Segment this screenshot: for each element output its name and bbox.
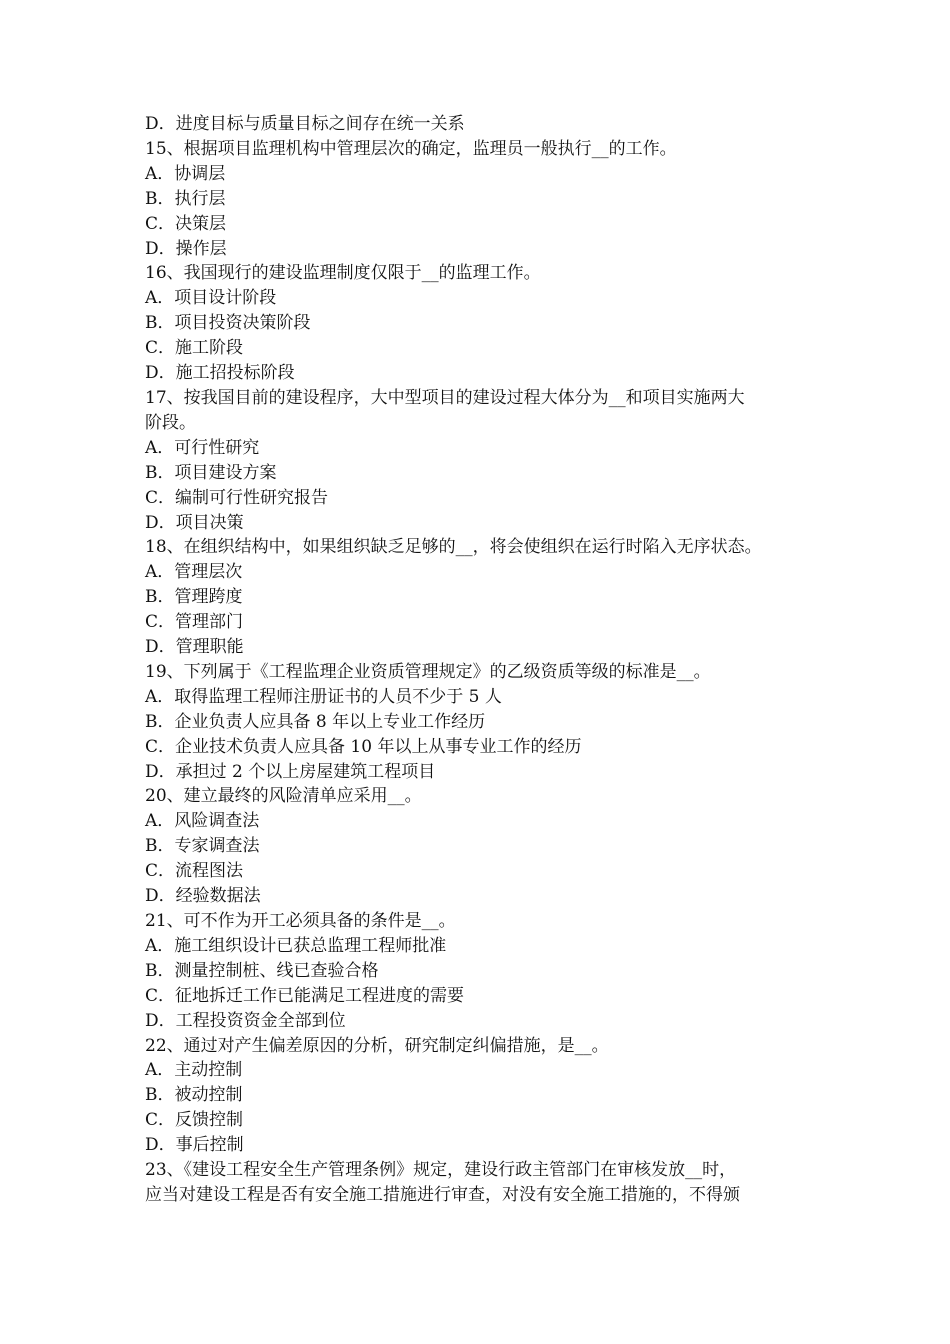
answer-option: A．管理层次 [145, 562, 243, 583]
question-text: 21、可不作为开工必须具备的条件是__。 [145, 911, 456, 931]
answer-option: C．管理部门 [145, 612, 244, 633]
question-text: 16、我国现行的建设监理制度仅限于__的监理工作。 [145, 263, 541, 284]
answer-option: B．企业负责人应具备 8 年以上专业工作经历 [145, 711, 486, 732]
answer-option: C．反馈控制 [145, 1110, 244, 1131]
question-text: 18、在组织结构中，如果组织缺乏足够的__，将会使组织在运行时陷入无序状态。 [145, 537, 762, 558]
answer-option: B．测量控制桩、线已查验合格 [145, 960, 379, 981]
answer-option: A．取得监理工程师注册证书的人员不少于 5 人 [145, 686, 502, 707]
question-text-continued: 应当对建设工程是否有安全施工措施进行审查，对没有安全施工措施的，不得颁 [145, 1184, 740, 1205]
answer-option: B．项目建设方案 [145, 462, 277, 483]
answer-option: B．管理跨度 [145, 587, 243, 608]
answer-option: D．经验数据法 [145, 886, 261, 907]
answer-option: A．可行性研究 [145, 437, 260, 458]
answer-option: C．流程图法 [145, 861, 244, 882]
answer-option: D．项目决策 [145, 512, 244, 533]
answer-option: B．项目投资决策阶段 [145, 313, 311, 334]
answer-option: C．决策层 [145, 213, 227, 234]
answer-option: D．管理职能 [145, 637, 244, 658]
answer-option: B．被动控制 [145, 1085, 243, 1106]
answer-option: C．编制可行性研究报告 [145, 487, 329, 508]
question-text: 15、根据项目监理机构中管理层次的确定，监理员一般执行__的工作。 [145, 138, 677, 159]
answer-option: D．工程投资资金全部到位 [145, 1010, 346, 1031]
document-page [145, 112, 810, 1208]
question-text: 19、下列属于《工程监理企业资质管理规定》的乙级资质等级的标准是__。 [145, 661, 711, 682]
answer-option: D．进度目标与质量目标之间存在统一关系 [145, 114, 465, 134]
question-text: 22、通过对产生偏差原因的分析，研究制定纠偏措施，是__。 [145, 1035, 609, 1056]
answer-option: A．施工组织设计已获总监理工程师批准 [145, 935, 447, 956]
answer-option: A．协调层 [145, 163, 226, 184]
question-text: 20、建立最终的风险清单应采用__。 [145, 786, 422, 807]
answer-option: B．执行层 [145, 188, 226, 209]
answer-option: D．施工招投标阶段 [145, 363, 295, 384]
answer-option: C．企业技术负责人应具备 10 年以上从事专业工作的经历 [145, 736, 582, 757]
answer-option: A．风险调查法 [145, 811, 260, 832]
question-text: 17、按我国目前的建设程序，大中型项目的建设过程大体分为__和项目实施两大 [145, 387, 745, 408]
answer-option: B．专家调查法 [145, 836, 260, 857]
answer-option: C．施工阶段 [145, 338, 244, 359]
answer-option: D．承担过 2 个以上房屋建筑工程项目 [145, 761, 436, 782]
answer-option: C．征地拆迁工作已能满足工程进度的需要 [145, 985, 465, 1006]
question-text-continued: 阶段。 [145, 412, 196, 433]
question-text: 23、《建设工程安全生产管理条例》规定，建设行政主管部门在审核发放__时， [145, 1160, 737, 1181]
answer-option: A．项目设计阶段 [145, 288, 277, 309]
answer-option: D．操作层 [145, 238, 227, 259]
answer-option: D．事后控制 [145, 1135, 244, 1156]
answer-option: A．主动控制 [145, 1060, 243, 1081]
